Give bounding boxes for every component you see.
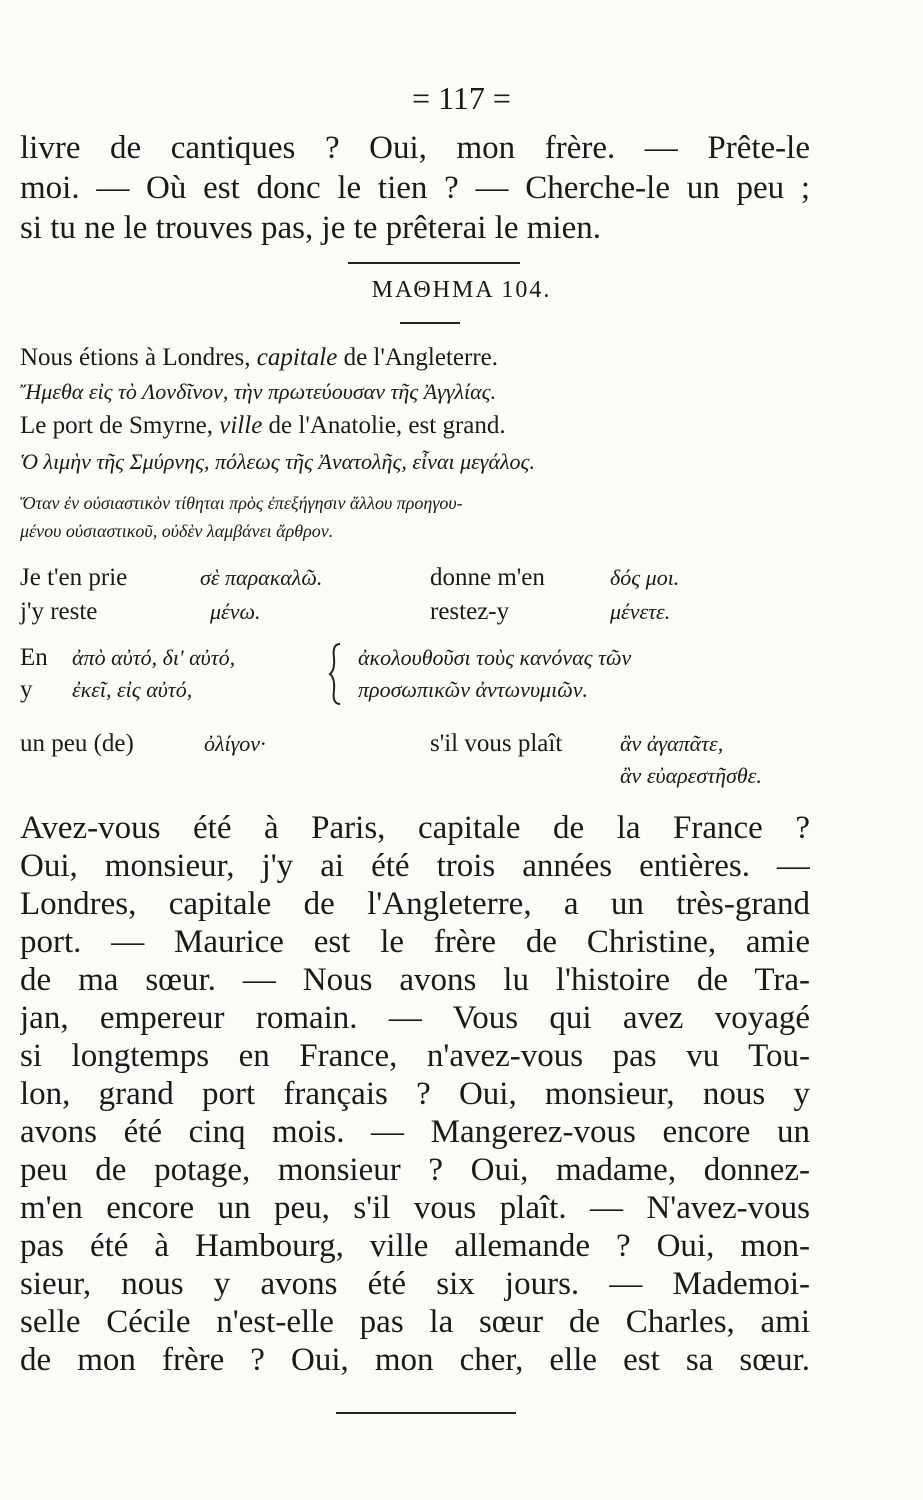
- vocab-greek: ἂν ἀγαπᾶτε,: [620, 731, 724, 756]
- vocab-french: un peu (de): [20, 730, 134, 757]
- top-paragraph-line: moi. — Où est donc le tien ? — Cherche-le un peu ;: [20, 170, 810, 206]
- vocab-greek: ἀπὸ αὐτό, δι' αὐτό,: [72, 645, 236, 670]
- exercise-line: avons été cinq mois. — Mangerez-vous encore un: [20, 1114, 810, 1150]
- vocab-french: restez-y: [430, 598, 510, 625]
- top-paragraph-line: livre de cantiques ? Oui, mon frère. — Prête-le: [20, 130, 810, 166]
- exercise-line: peu de potage, monsieur ? Oui, madame, donnez-: [20, 1152, 810, 1188]
- exercise-line: port. — Maurice est le frère de Christine, amie: [20, 924, 810, 960]
- exercise-line: pas été à Hambourg, ville allemande ? Oui, mon-: [20, 1228, 810, 1264]
- divider: [336, 1412, 516, 1414]
- exercise-line: jan, empereur romain. — Vous qui avez voyagé: [20, 1000, 810, 1036]
- vocab-greek: ἐκεῖ, εἰς αὐτό,: [72, 677, 193, 702]
- divider: [400, 322, 460, 324]
- vocab-french: Je t'en prie: [20, 564, 128, 591]
- example-text: de l'Anatolie, est grand.: [262, 412, 506, 439]
- example-text: Nous étions à Londres,: [20, 344, 257, 371]
- vocab-greek: σὲ παρακαλῶ.: [200, 565, 323, 590]
- vocab-french: s'il vous plaît: [430, 730, 563, 757]
- vocab-greek: ἂν εὐαρεστῆσθε.: [620, 763, 762, 788]
- brace-icon: [326, 642, 346, 706]
- example-text: de l'Angleterre.: [337, 344, 498, 371]
- vocab-greek: ἀκολουθοῦσι τοὺς κανόνας τῶν: [358, 645, 632, 670]
- vocab-french: y: [20, 676, 33, 703]
- vocab-greek: ὀλίγον·: [204, 731, 266, 756]
- exercise-line: de ma sœur. — Nous avons lu l'histoire de Tra-: [20, 962, 810, 998]
- exercise-line: Oui, monsieur, j'y ai été trois années entières. —: [20, 848, 810, 884]
- example-emphasis: ville: [219, 412, 263, 439]
- rule-note-line: μένου οὐσιαστικοῦ, οὐδὲν λαμβάνει ἄρθρον.: [20, 521, 334, 541]
- example-french: [20, 342, 810, 374]
- vocab-french: En: [20, 644, 48, 671]
- exercise-line: m'en encore un peu, s'il vous plaît. — N'avez-vous: [20, 1190, 810, 1226]
- rule-note-line: Ὅταν ἐν οὐσιαστικὸν τίθηται πρὸς ἐπεξήγησιν ἄλλου προηγου-: [20, 493, 463, 513]
- page-number: = 117 =: [412, 80, 511, 116]
- exercise-line: selle Cécile n'est-elle pas la sœur de Charles, ami: [20, 1304, 810, 1340]
- vocab-french: donne m'en: [430, 564, 545, 591]
- top-paragraph-line: si tu ne le trouves pas, je te prêterai le mien.: [20, 210, 601, 246]
- example-greek: Ἤμεθα εἰς τὸ Λονδῖνον, τὴν πρωτεύουσαν τῆς Ἀγγλίας.: [20, 379, 497, 404]
- exercise-line: Londres, capitale de l'Angleterre, a un très-grand: [20, 886, 810, 922]
- vocab-greek: δός μοι.: [610, 565, 680, 590]
- example-text: Le port de Smyrne,: [20, 412, 220, 439]
- example-greek: Ὁ λιμὴν τῆς Σμύρνης, πόλεως τῆς Ἀνατολῆς, εἶναι μεγάλος.: [20, 449, 535, 474]
- example-french: [20, 410, 810, 442]
- exercise-line: sieur, nous y avons été six jours. — Mademoi-: [20, 1266, 810, 1302]
- exercise-line: lon, grand port français ? Oui, monsieur, nous y: [20, 1076, 810, 1112]
- vocab-greek: μένετε.: [610, 599, 671, 624]
- vocab-french: j'y reste: [20, 598, 98, 625]
- vocab-greek: προσωπικῶν ἀντωνυμιῶν.: [358, 677, 588, 702]
- lesson-heading: ΜΑΘΗΜΑ 104.: [371, 277, 552, 303]
- exercise-line: si longtemps en France, n'avez-vous pas vu Tou-: [20, 1038, 810, 1074]
- exercise-line: Avez-vous été à Paris, capitale de la France ?: [20, 810, 810, 846]
- divider: [348, 262, 520, 264]
- example-emphasis: capitale: [256, 344, 338, 371]
- vocab-greek: μένω.: [210, 599, 261, 624]
- exercise-line: de mon frère ? Oui, mon cher, elle est sa sœur.: [20, 1342, 810, 1378]
